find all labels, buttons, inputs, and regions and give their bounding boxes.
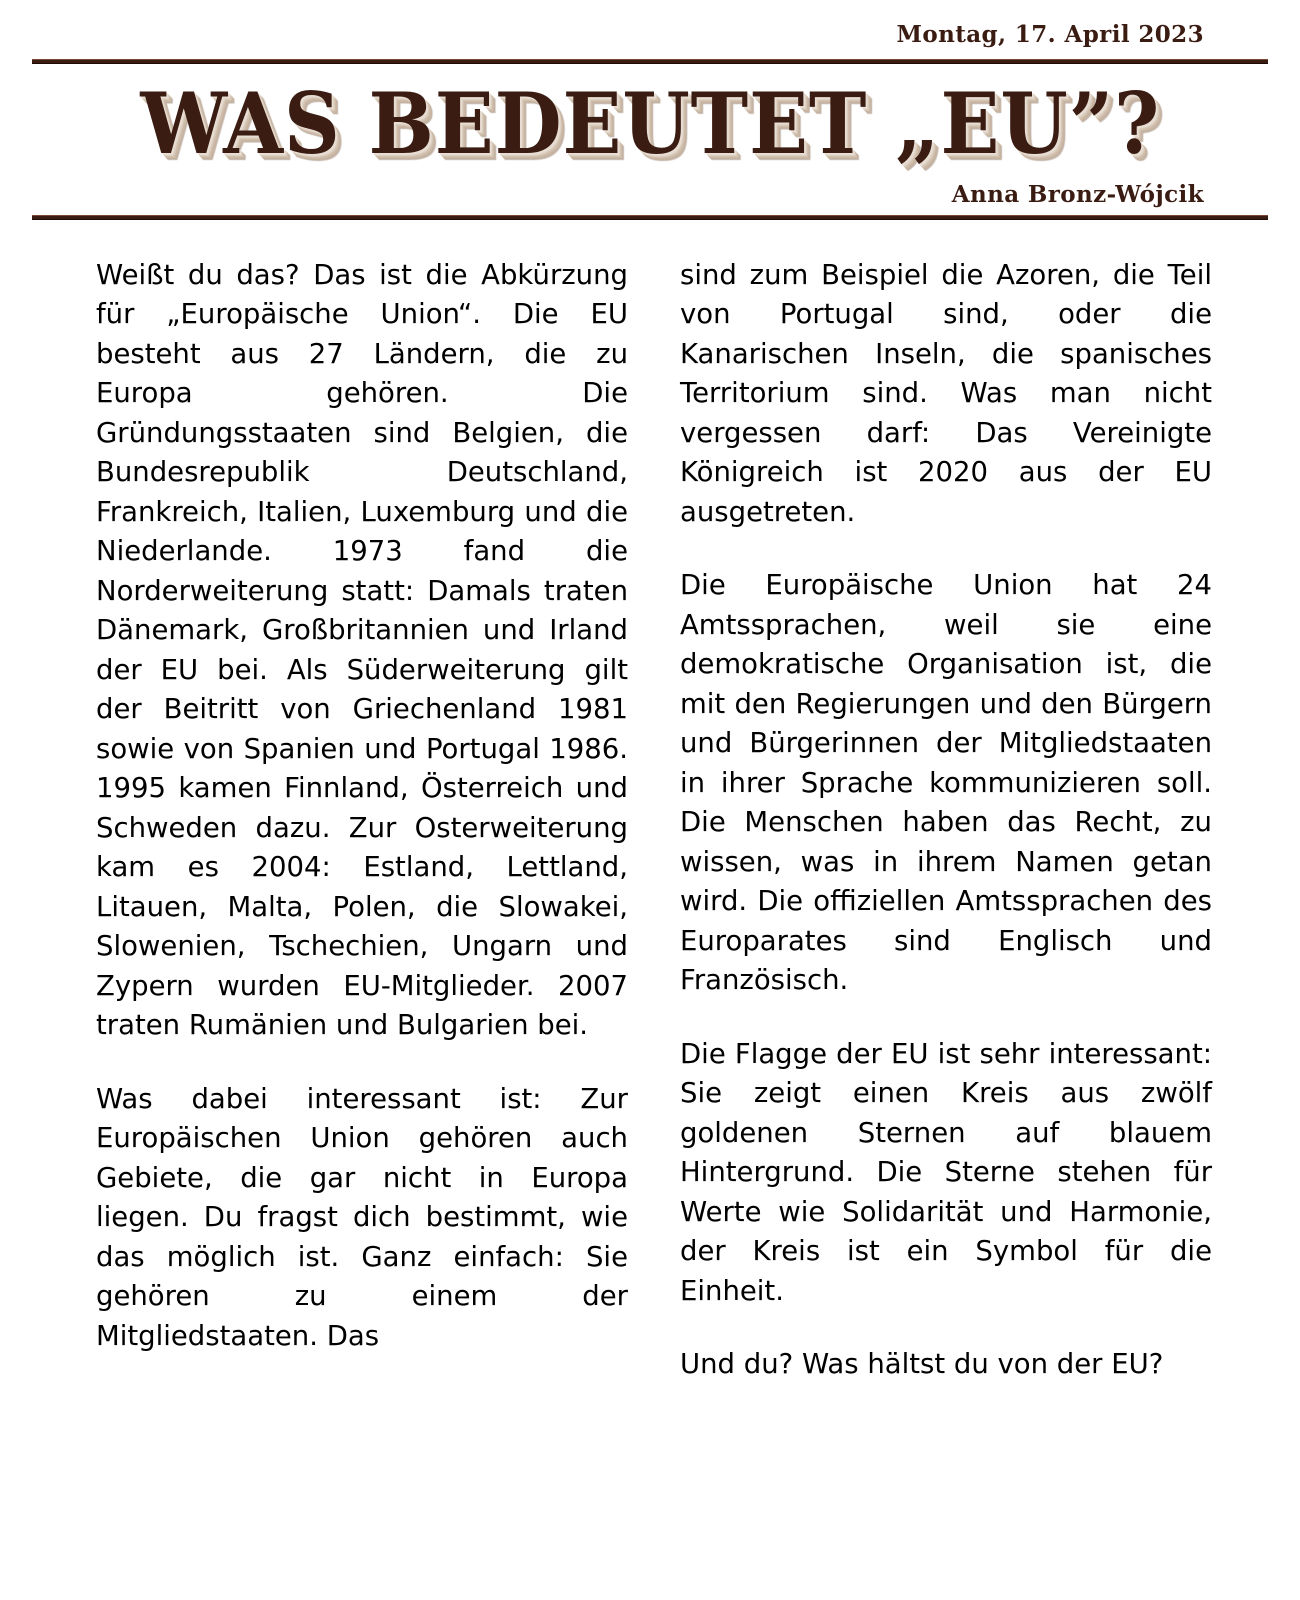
column-left bbox=[96, 256, 628, 1385]
paragraph: Und du? Was hältst du von der EU? bbox=[680, 1348, 1164, 1381]
article-author: Anna Bronz-Wójcik bbox=[951, 180, 1204, 208]
article-body bbox=[0, 220, 1300, 1385]
paragraph: Weißt du das? Das ist die Abkürzung für „Europäische Union“. Die EU besteht aus 27 Ländern, die zu Europa gehören. Die Gründungsstaaten sind Belgien, die Bundesrepublik Deutschland, Frankreich, Italien, Luxemburg und die Niederlande. 1973 fand die Norderweiterung statt: Damals traten Dänemark, Großbritannien und Irland der EU bei. Als Süderweiterung gilt der Beitritt von Griechenland 1981 sowie von Spanien und Portugal 1986. 1995 kamen Finnland, Österreich und Schweden dazu. Zur Osterweiterung kam es 2004: Estland, Lettland, Litauen, Malta, Polen, die Slowakei, Slowenien, Tschechien, Ungarn und Zypern wurden EU-Mitglieder. 2007 traten Rumänien und Bulgarien bei. bbox=[96, 258, 628, 1042]
paragraph: Die Flagge der EU ist sehr interessant: Sie zeigt einen Kreis aus zwölf goldenen Sternen auf blauem Hintergrund. Die Sterne stehen für Werte wie Solidarität und Harmonie, der Kreis ist ein Symbol für die Einheit. bbox=[680, 1037, 1212, 1307]
article-headline: WAS BEDEUTET „EU”? bbox=[140, 74, 1160, 174]
paragraph: Die Europäische Union hat 24 Amtssprachen, weil sie eine demokratische Organisation ist, die mit den Regierungen und den Bürgern und Bürgerinnen der Mitgliedstaaten in ihrer Sprache kommunizieren soll. Die Menschen haben das Recht, zu wissen, was in ihrem Namen getan wird. Die offiziellen Amtssprachen des Europarates sind Englisch und Französisch. bbox=[680, 569, 1212, 997]
paragraph: Was dabei interessant ist: Zur Europäischen Union gehören auch Gebiete, die gar nicht in Europa liegen. Du fragst dich bestimmt, wie das möglich ist. Ganz einfach: Sie gehören zu einem der Mitgliedstaaten. Das bbox=[96, 1082, 628, 1352]
paragraph: sind zum Beispiel die Azoren, die Teil von Portugal sind, oder die Kanarischen Inseln, die spanisches Territorium sind. Was man nicht vergessen darf: Das Vereinigte Königreich ist 2020 aus der EU ausgetreten. bbox=[680, 258, 1212, 528]
masthead bbox=[0, 0, 1300, 47]
column-right bbox=[680, 256, 1212, 1385]
publication-date: Montag, 17. April 2023 bbox=[896, 21, 1204, 48]
headline-container bbox=[0, 64, 1300, 174]
